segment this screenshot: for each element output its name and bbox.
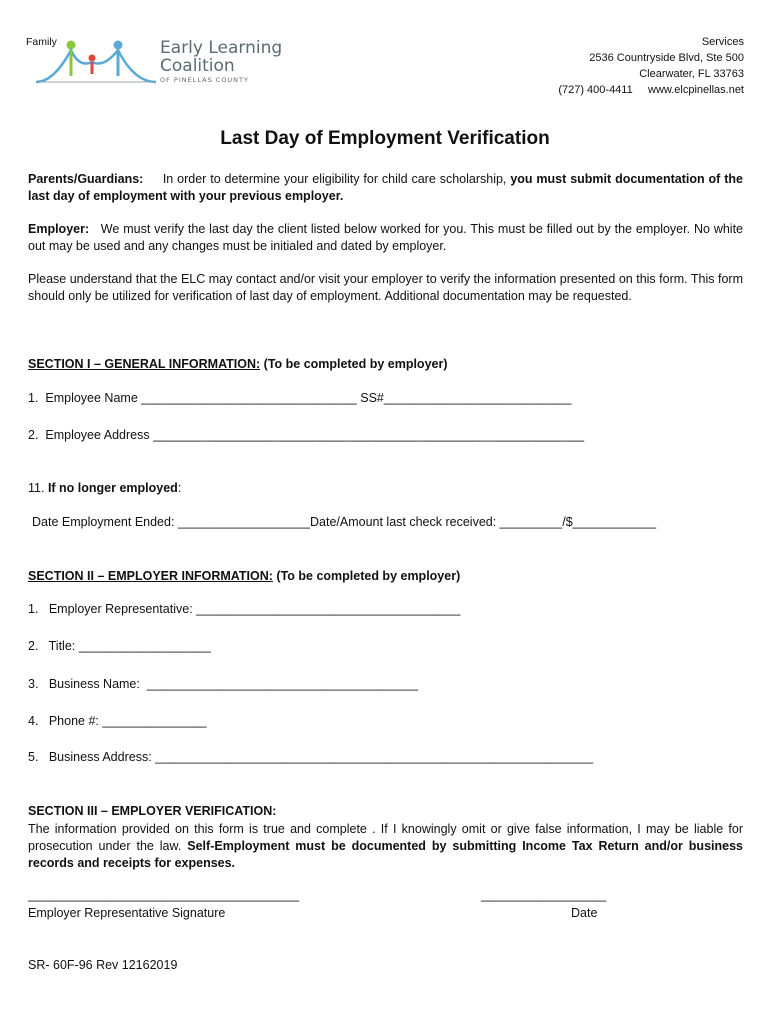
- section2-note: (To be completed by employer): [276, 569, 461, 583]
- item11-heading: [28, 481, 181, 495]
- header-services: Services: [701, 36, 744, 48]
- section3-text: The information provided on this form is true and complete . If I knowingly omit or give false information, I may be liable for prosecution under the law.: [28, 822, 743, 853]
- employer-representative-field[interactable]: 1. Employer Representative: ______________________________________: [28, 602, 461, 616]
- parents-text: In order to determine your eligibility for child care scholarship,: [162, 172, 507, 186]
- employer-label: Employer:: [28, 222, 90, 236]
- date-label: Date: [571, 906, 598, 920]
- header-phone: (727) 400-4411: [558, 84, 633, 96]
- header-address-line1: 2536 Countryside Blvd, Ste 500: [589, 52, 744, 64]
- form-number: SR- 60F-96 Rev 12162019: [28, 958, 178, 972]
- employee-address-field[interactable]: 2. Employee Address ______________________________________________________________: [28, 428, 585, 442]
- page-title: Last Day of Employment Verification: [220, 128, 550, 149]
- date-employment-ended-field[interactable]: Date Employment Ended: ___________________Date/Amount last check received: _________/$____________: [32, 515, 657, 529]
- signature-label: Employer Representative Signature: [28, 906, 226, 920]
- section1-note: (To be completed by employer): [263, 357, 448, 371]
- header-website[interactable]: www.elcpinellas.net: [648, 84, 744, 96]
- section2-title: SECTION II – EMPLOYER INFORMATION:: [28, 569, 273, 583]
- logo-line1: Early Learning: [160, 38, 283, 58]
- header-address-line2: Clearwater, FL 33763: [639, 68, 744, 80]
- section3-bold-text: Self-Employment must be documented by submitting Income Tax Return and/or business records and receipts for expenses.: [28, 839, 743, 870]
- logo-line2: Coalition: [160, 56, 235, 76]
- section1-heading: [28, 357, 448, 371]
- phone-field[interactable]: 4. Phone #: _______________: [28, 714, 207, 728]
- logo-figures-icon: [34, 38, 158, 84]
- section3-paragraph: [28, 821, 743, 872]
- header-contact: [558, 82, 744, 98]
- logo-subtitle: OF PINELLAS COUNTY: [160, 76, 249, 84]
- item11-colon: :: [177, 481, 182, 495]
- date-line[interactable]: __________________: [481, 888, 607, 902]
- item11-label: If no longer employed: [47, 481, 178, 495]
- logo-family-text: Family: [26, 36, 57, 48]
- employer-text: We must verify the last day the client listed below worked for you. This must be filled out by the employer. No white out may be used and any changes must be initialed and dated by employer.: [28, 222, 743, 253]
- signature-line[interactable]: _______________________________________: [28, 888, 300, 902]
- employee-name-field[interactable]: 1. Employee Name _______________________________ SS#___________________________: [28, 391, 572, 405]
- item11-number: 11.: [28, 481, 45, 495]
- section2-heading: [28, 569, 460, 583]
- parents-label: Parents/Guardians:: [28, 172, 144, 186]
- header-address: [558, 34, 744, 98]
- business-name-field[interactable]: 3. Business Name: _______________________________________: [28, 677, 418, 691]
- section1-title: SECTION I – GENERAL INFORMATION:: [28, 357, 261, 371]
- employer-paragraph: [28, 221, 743, 255]
- title-field[interactable]: 2. Title: ___________________: [28, 639, 211, 653]
- parents-paragraph: [28, 171, 743, 205]
- contact-paragraph: Please understand that the ELC may contact and/or visit your employer to verify the information presented on this form. This form should only be utilized for verification of last day of employment. Additional documentation may be requested.: [28, 272, 743, 303]
- logo: [26, 34, 286, 88]
- parents-bold-text: you must submit documentation of the last day of employment with your previous employer.: [28, 172, 743, 203]
- section3-heading: SECTION III – EMPLOYER VERIFICATION:: [28, 804, 277, 818]
- business-address-field[interactable]: 5. Business Address: _______________________________________________________________: [28, 750, 594, 764]
